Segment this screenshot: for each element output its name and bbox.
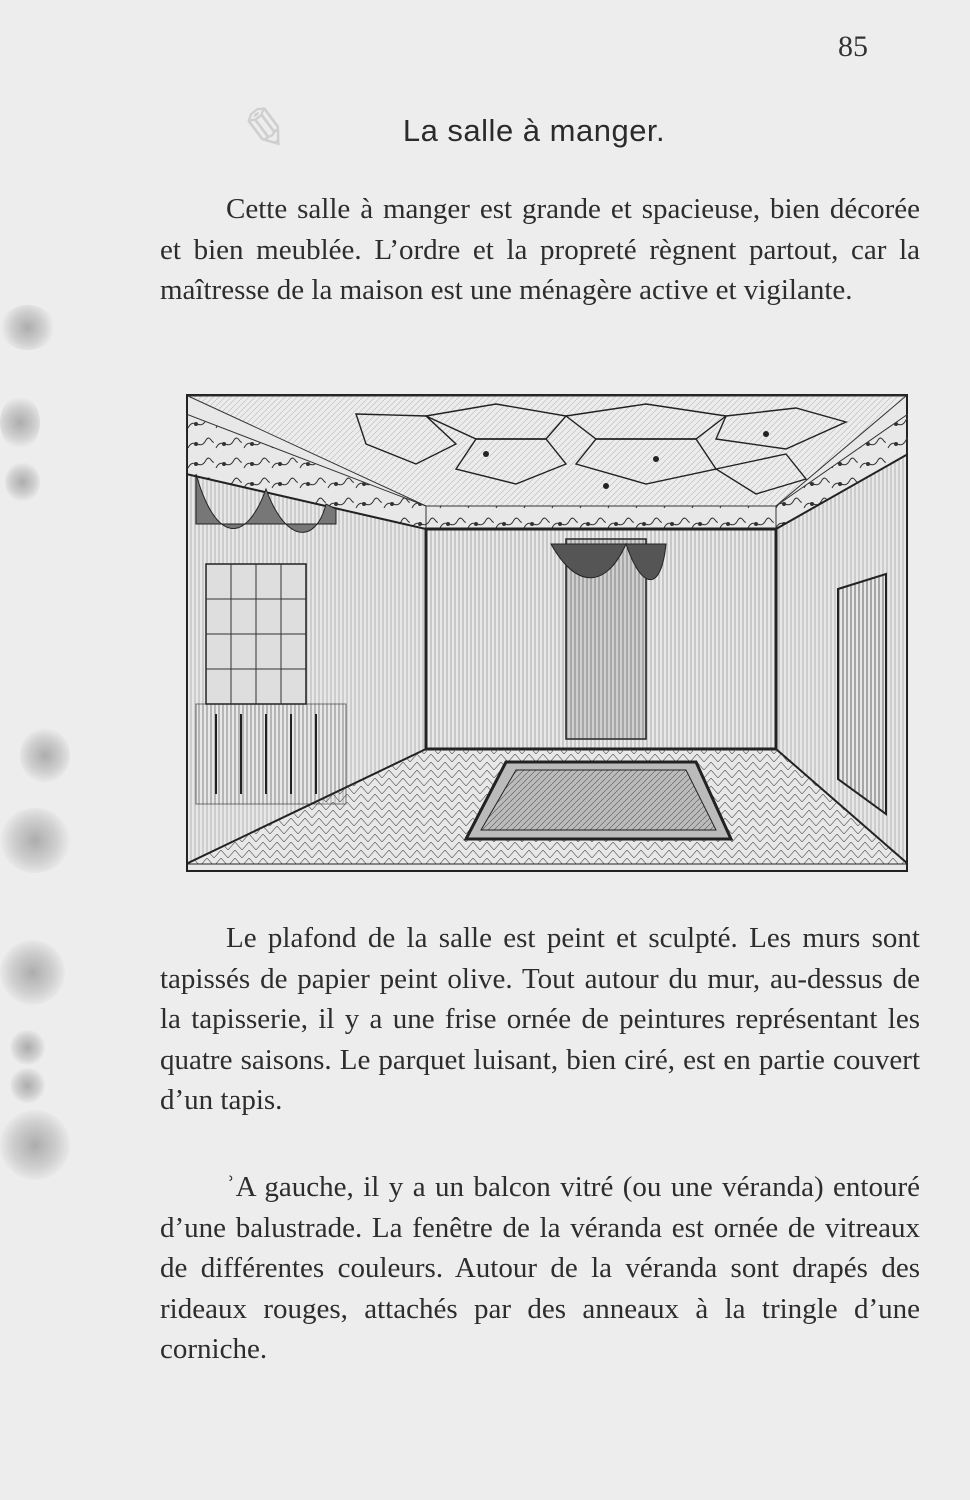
show-through-mark: ✎ <box>235 97 286 163</box>
paragraph-veranda-text: ʾA gauche, il y a un balcon vitré (ou une véranda) entouré d’une balustrade. La fenêtre de la véranda est ornée de vitreaux de différentes couleurs. Autour de la véranda sont drapés des rideaux rouges, attachés par des anneaux à la tringle d’une corniche. <box>160 1171 920 1365</box>
margin-stain <box>0 395 40 450</box>
margin-stain <box>5 462 40 502</box>
paragraph-description <box>160 918 920 1121</box>
margin-stain <box>0 1110 70 1180</box>
margin-stain <box>10 1068 45 1103</box>
margin-stain <box>20 728 70 783</box>
margin-stain <box>0 940 65 1005</box>
page-number: 85 <box>838 30 868 63</box>
paragraph-veranda <box>160 1167 920 1370</box>
page-title: La salle à manger. <box>402 113 666 148</box>
dining-room-engraving <box>186 394 908 872</box>
margin-stain <box>0 305 55 350</box>
paragraph-intro-text: Cette salle à manger est grande et spacieuse, bien décorée et bien meublée. L’ordre et la propreté règnent partout, car la maîtresse de la maison est une ménagère active et vigilante. <box>160 193 920 306</box>
paragraph-description-text: Le plafond de la salle est peint et sculpté. Les murs sont tapissés de papier peint olive. Tout autour du mur, au-dessus de la tapisserie, il y a une frise ornée de peintures représentant les quatre saisons. Le parquet luisant, bien ciré, est en partie couvert d’un tapis. <box>160 922 920 1116</box>
paragraph-intro <box>160 189 920 311</box>
margin-stain <box>0 808 70 873</box>
margin-stain <box>10 1030 45 1065</box>
